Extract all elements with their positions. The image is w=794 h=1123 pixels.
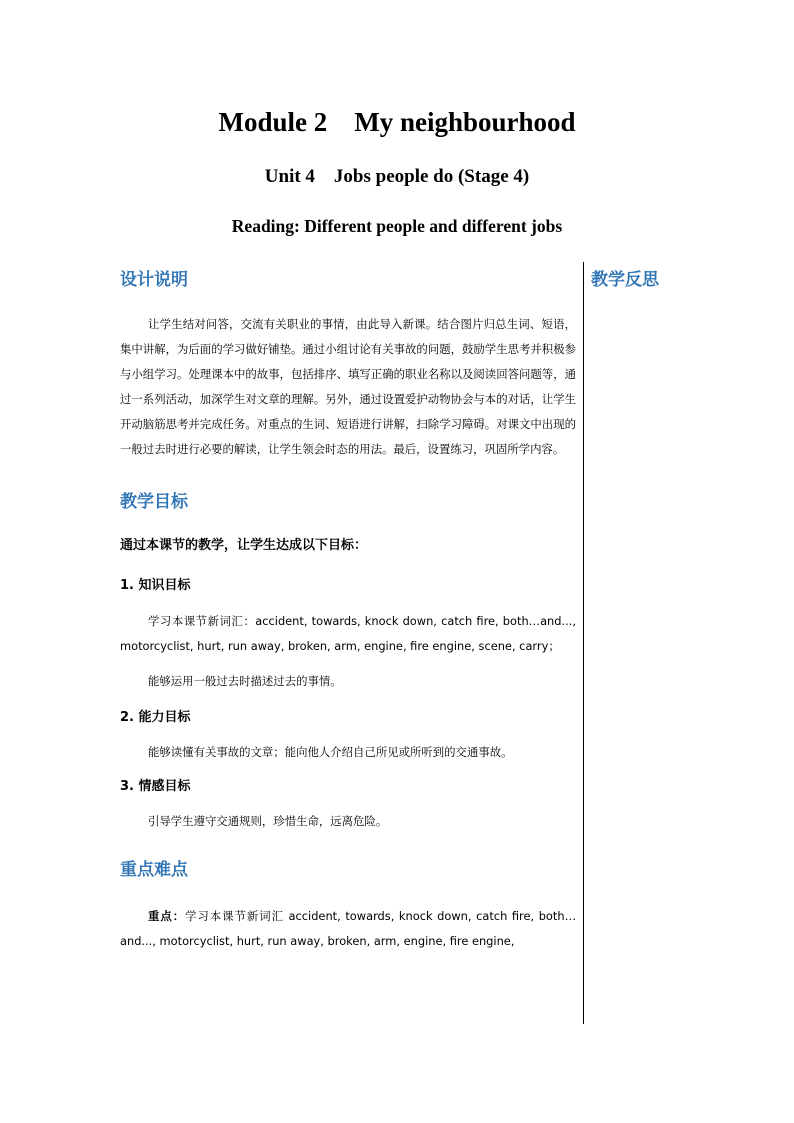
knowledge-goal-text: 学习本课节新词汇：accident, towards, knock down, catch fire, both…and..., motorcyclist, hurt, run away, broken, arm, engine, fire engine, scene, carry； <box>120 614 576 653</box>
emotion-goal-title: 3. 情感目标 <box>120 779 191 794</box>
key-points-text: 学习本课节新词汇 accident, towards, knock down, catch fire, both…and..., motorcyclist, hurt, run away, broken, arm, engine, fire engine, <box>120 909 576 948</box>
emotion-goal-text: 引导学生遵守交通规则，珍惜生命，远离危险。 <box>148 814 388 828</box>
goals-intro: 通过本课节的教学，让学生达成以下目标： <box>120 538 368 553</box>
key-points-heading: 重点难点 <box>120 860 188 880</box>
unit-title: Unit 4 Jobs people do (Stage 4) <box>264 166 530 187</box>
ability-goal-title: 2. 能力目标 <box>120 710 191 725</box>
design-heading: 设计说明 <box>120 270 188 290</box>
reflection-heading: 教学反思 <box>591 270 659 290</box>
reflection-column <box>591 268 781 292</box>
goals-heading: 教学目标 <box>120 492 188 512</box>
lesson-title: Reading: Different people and different jobs <box>231 216 563 236</box>
design-paragraph: 让学生结对问答，交流有关职业的事情，由此导入新课。结合图片归总生词、短语，集中讲解，为后面的学习做好铺垫。通过小组讨论有关事故的问题，鼓励学生思考并积极参与小组学习。处理课本中的故事，包括排序、填写正确的职业名称以及阅读回答问题等，通过一系列活动，加深学生对文章的理解。另外，通过设置爱护动物协会与本的对话，让学生开动脑筋思考并完成任务。对重点的生词、短语进行讲解，扫除学习障碍。对课文中出现的一般过去时进行必要的解读，让学生领会时态的用法。最后，设置练习，巩固所学内容。 <box>120 317 576 456</box>
ability-goal-text: 能够读懂有关事故的文章；能向他人介绍自己所见或所听到的交通事故。 <box>148 745 513 759</box>
knowledge-goal-text-2: 能够运用一般过去时描述过去的事情。 <box>148 674 342 688</box>
main-column <box>120 268 576 954</box>
knowledge-goal-title: 1. 知识目标 <box>120 578 191 593</box>
key-points-label: 重点： <box>148 909 186 923</box>
key-points-paragraph <box>120 904 576 954</box>
module-title: Module 2 My neighbourhood <box>218 107 576 137</box>
column-divider <box>583 262 584 1024</box>
